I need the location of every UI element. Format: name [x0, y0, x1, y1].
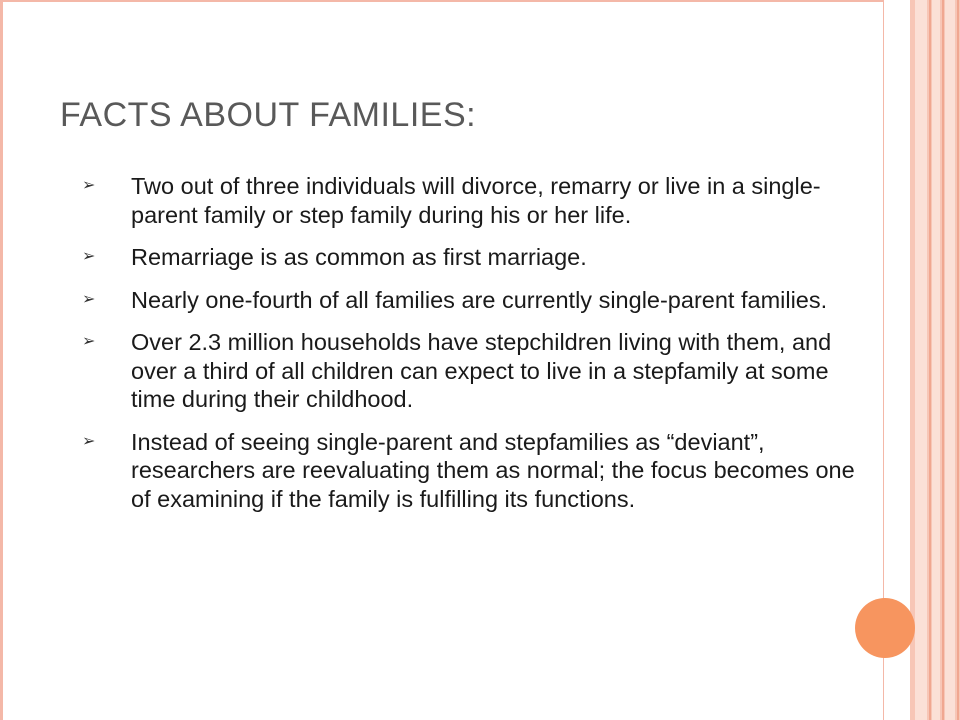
- bullet-list: [82, 172, 872, 527]
- bullet-item: [82, 428, 872, 514]
- bullet-item: [82, 286, 872, 315]
- decorative-stripe: [915, 0, 927, 720]
- decorative-stripe-line: [929, 0, 931, 720]
- bullet-text: Two out of three individuals will divorce, remarry or live in a single-parent family or step family during his or her life.: [131, 173, 821, 228]
- bullet-item: [82, 243, 872, 272]
- accent-circle: [855, 598, 915, 658]
- decorative-stripe: [932, 0, 940, 720]
- bullet-text: Nearly one-fourth of all families are currently single-parent families.: [131, 286, 828, 313]
- decorative-stripe-line: [957, 0, 959, 720]
- bullet-item: [82, 328, 872, 414]
- bullet-text: Instead of seeing single-parent and stepfamilies as “deviant”, researchers are reevaluating them as normal; the focus becomes one of examining if the family is fulfilling its functions.: [131, 428, 855, 512]
- arrow-bullet-icon: ➢: [82, 248, 96, 265]
- arrow-bullet-icon: ➢: [82, 432, 96, 450]
- decorative-stripe: [945, 0, 955, 720]
- arrow-bullet-icon: ➢: [82, 290, 96, 308]
- arrow-bullet-icon: ➢: [82, 177, 96, 194]
- bullet-text: Over 2.3 million households have stepchildren living with them, and over a third of all children can expect to live in a stepfamily at some time during their childhood.: [131, 329, 832, 412]
- bullet-text: Remarriage is as common as first marriage.: [131, 244, 587, 270]
- arrow-bullet-icon: ➢: [82, 333, 96, 350]
- slide-title: FACTS ABOUT FAMILIES:: [60, 96, 477, 134]
- bullet-item: [82, 172, 872, 229]
- decorative-stripe-line: [942, 0, 944, 720]
